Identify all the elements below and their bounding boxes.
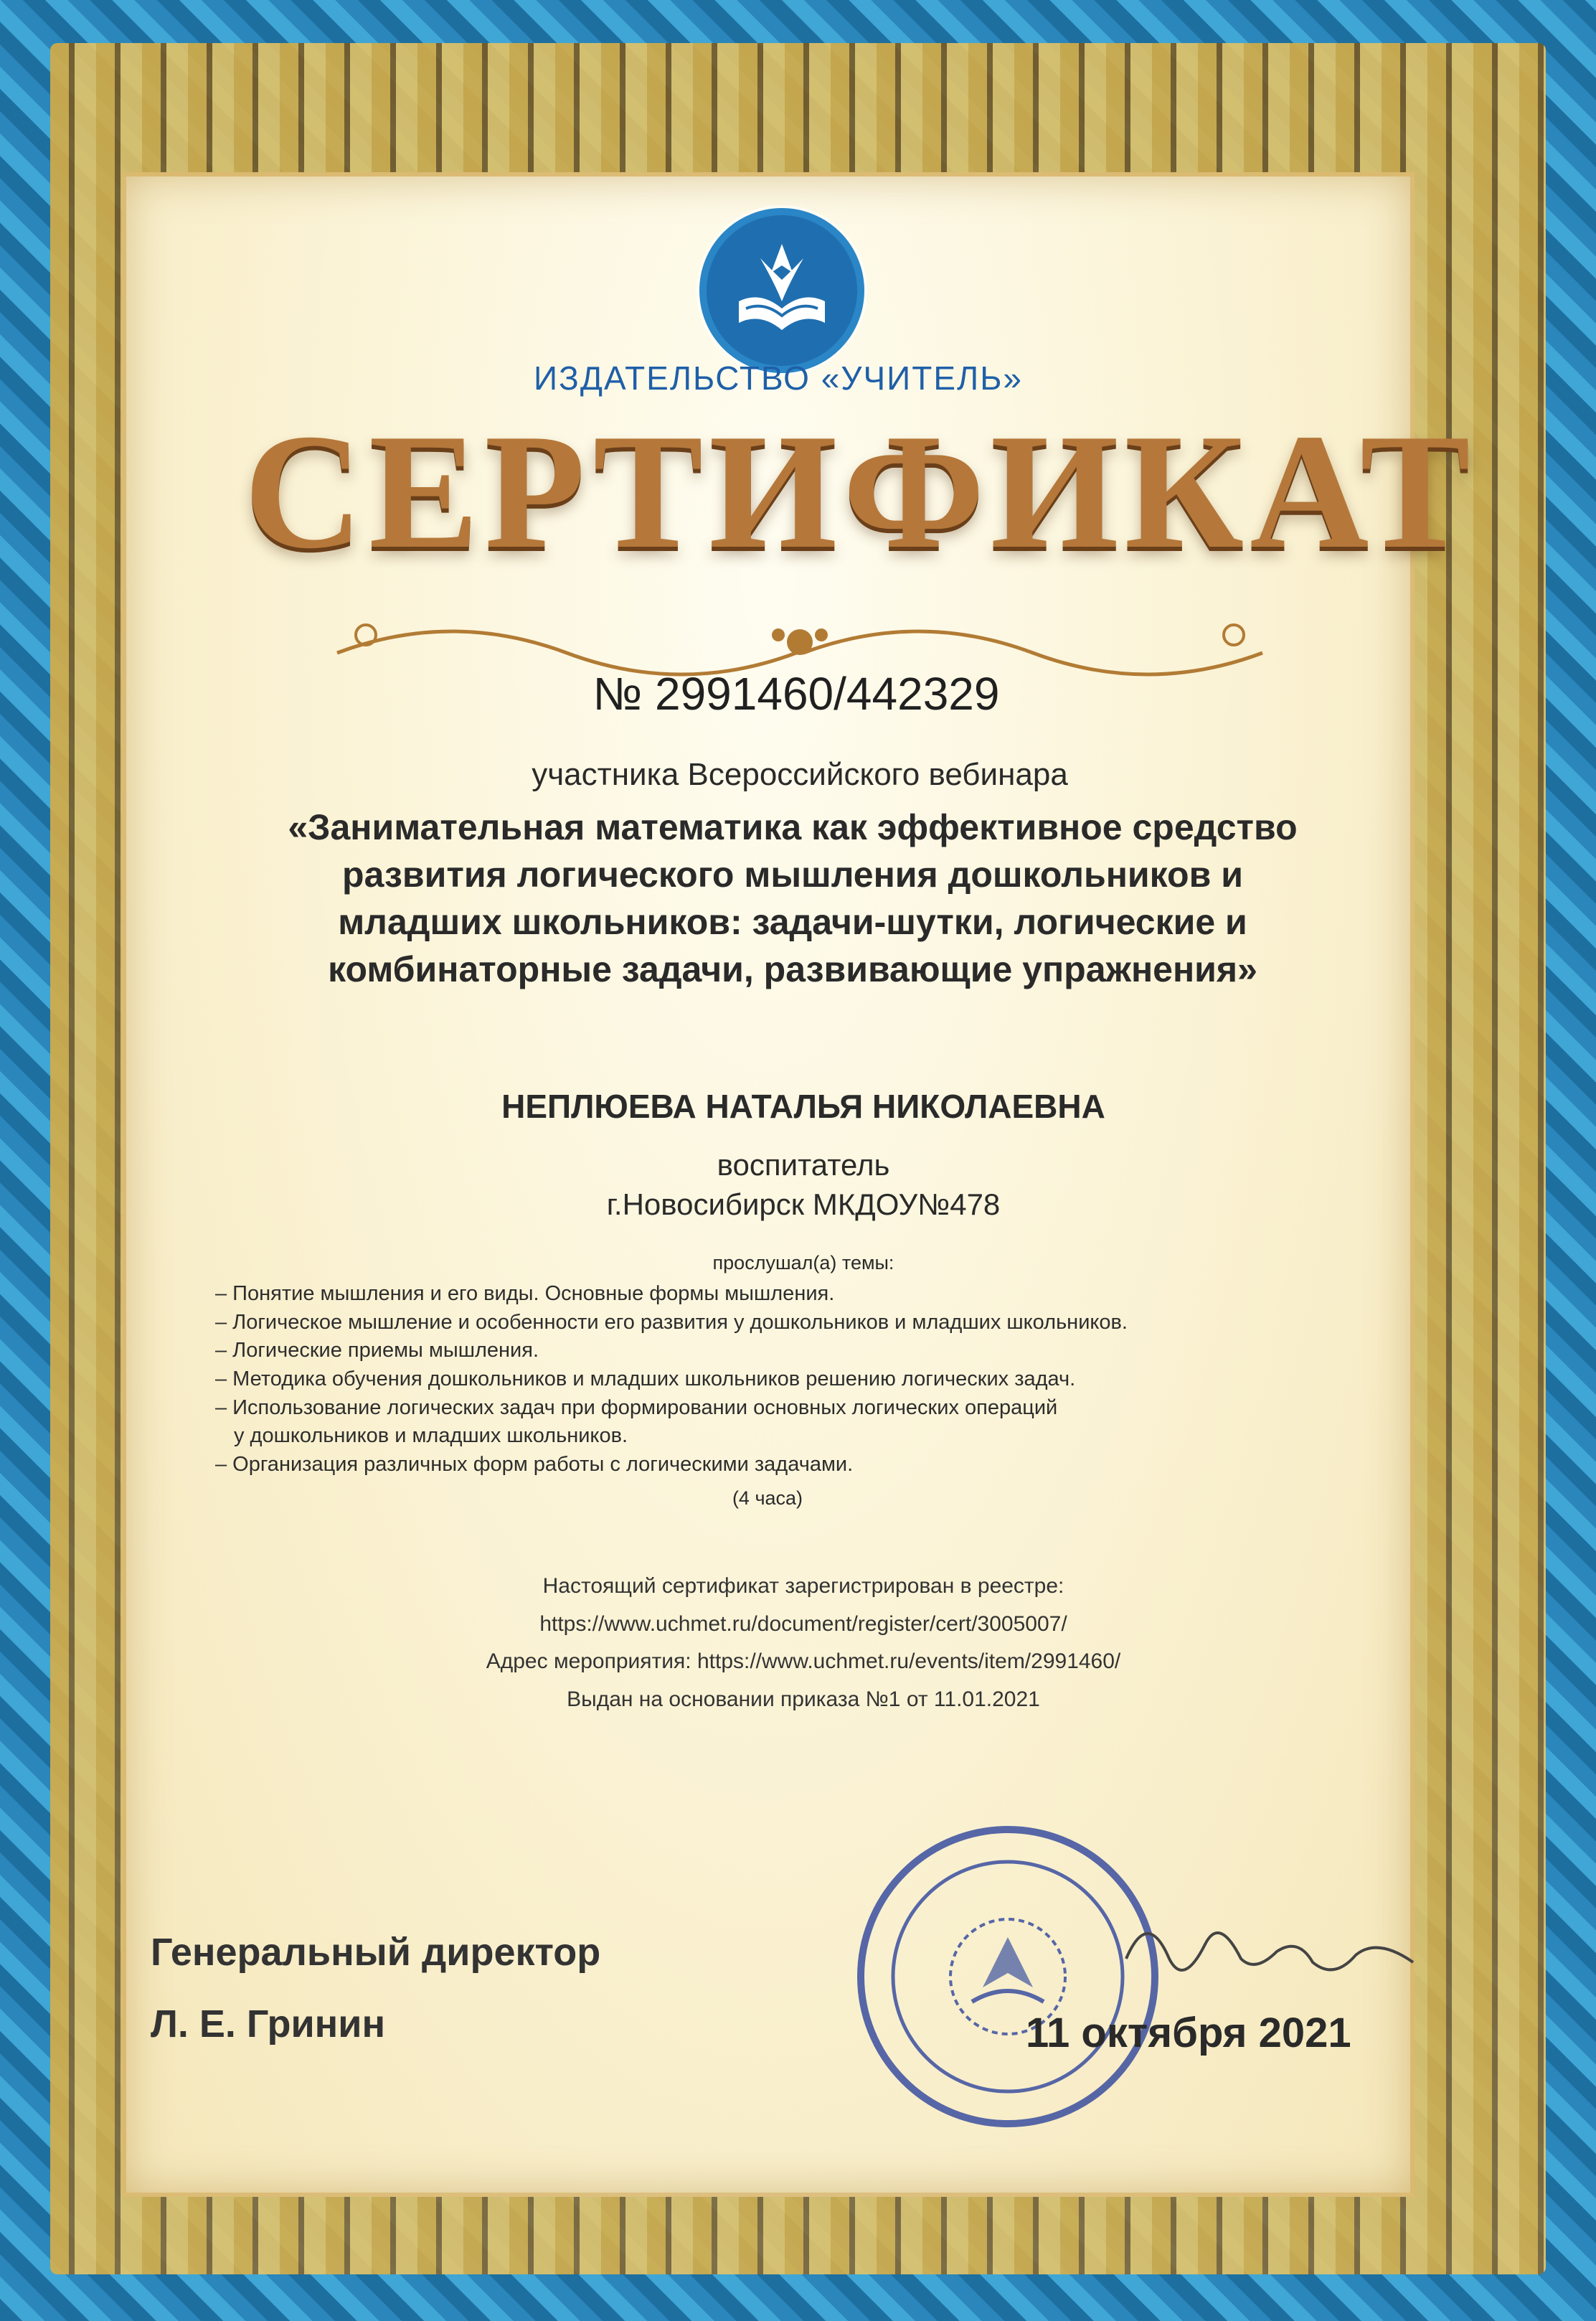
signature xyxy=(1119,1894,1420,1995)
topic-line: младших школьников: задачи-шутки, логические и xyxy=(338,902,1247,942)
publisher-logo-icon xyxy=(699,208,864,373)
recipient-name: НЕПЛЮЕВА НАТАЛЬЯ НИКОЛАЕВНА xyxy=(501,1088,1105,1125)
stamp-graphic xyxy=(854,1822,1162,2131)
topics-list xyxy=(215,1281,1399,1480)
topic-item-continuation: у дошкольников и младших школьников. xyxy=(234,1424,628,1448)
participant-line: участника Всероссийского вебинара xyxy=(532,757,1068,792)
topic-item: – Организация различных форм работы с логическими задачами. xyxy=(215,1453,854,1477)
order-line: Выдан на основании приказа №1 от 11.01.2021 xyxy=(567,1687,1040,1711)
recipient-place: г.Новосибирск МКДОУ№478 xyxy=(606,1187,1001,1221)
topics-heading: прослушал(а) темы: xyxy=(712,1252,894,1274)
topic-item: – Логическое мышление и особенности его развития у дошкольников и младших школьников. xyxy=(215,1310,1128,1334)
certificate-number: № 2991460/442329 xyxy=(592,668,1000,720)
topic-item: – Логические приемы мышления. xyxy=(215,1339,539,1362)
director-title: Генеральный директор xyxy=(151,1931,601,1974)
publisher-name: ИЗДАТЕЛЬСТВО «УЧИТЕЛЬ» xyxy=(533,359,1023,397)
director-name: Л. Е. Гринин xyxy=(151,2002,386,2045)
recipient-position: воспитатель xyxy=(717,1148,890,1182)
topic-item: – Понятие мышления и его виды. Основные формы мышления. xyxy=(215,1282,835,1305)
official-stamp xyxy=(854,1822,1162,2131)
topic-line: «Занимательная математика как эффективное средство xyxy=(288,807,1298,847)
topic-item: – Методика обучения дошкольников и младших школьников решению логических задач. xyxy=(215,1367,1076,1391)
webinar-topic xyxy=(186,804,1399,993)
registry-info xyxy=(301,1568,1305,1718)
hours-count: (4 часа) xyxy=(732,1487,803,1509)
topic-item: – Использование логических задач при формировании основных логических операций xyxy=(215,1395,1058,1419)
topic-line: комбинаторные задачи, развивающие упражнения» xyxy=(328,949,1257,989)
topic-line: развития логического мышления дошкольников и xyxy=(342,855,1243,895)
event-address-line[interactable]: Адрес мероприятия: https://www.uchmet.ru/events/item/2991460/ xyxy=(486,1649,1121,1673)
certificate-title: СЕРТИФИКАТ xyxy=(244,400,1476,583)
issue-date: 11 октября 2021 xyxy=(1026,2010,1351,2056)
registry-link[interactable]: https://www.uchmet.ru/document/register/cert/3005007/ xyxy=(539,1611,1067,1636)
registry-line: Настоящий сертификат зарегистрирован в реестре: xyxy=(542,1574,1064,1598)
book-flower-icon xyxy=(707,215,857,366)
